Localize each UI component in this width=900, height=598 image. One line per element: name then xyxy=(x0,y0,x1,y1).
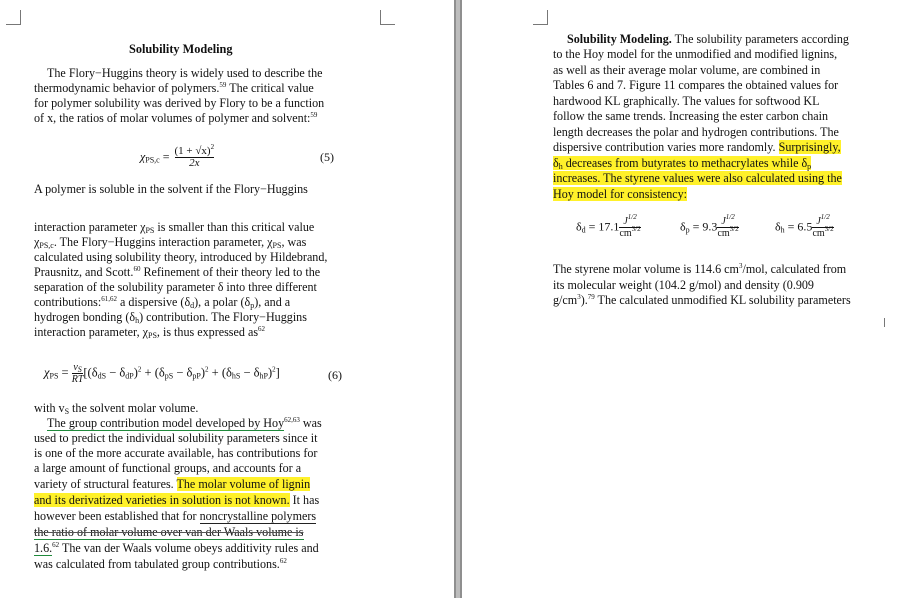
text-line: length decreases the polar and hydrogen contributions. The xyxy=(553,125,839,139)
text-line: was calculated from tabulated group contributions.$^{62}$ xyxy=(34,557,287,571)
text-line: calculated using solubility theory, introduced by Hildebrand, xyxy=(34,250,328,264)
text-line: Tables 6 and 7. Figure 11 compares the obtained values for xyxy=(553,78,839,92)
text-line: the ratio of molar volume over van der Waals volume is xyxy=(34,525,304,539)
equation-6: $\chi_{PS}$ = $\frac{v_S}{RT}$ $[(\delta_{dS} - \delta_{dP})^2 + (\delta_{pS} - \delta_{pP})^2 + (\delta_{hS} - \delta_{hP})^2]$ xyxy=(44,362,280,385)
text-line: $g/cm^3).^{79}$ The calculated unmodified KL solubility parameters xyxy=(553,293,851,307)
text-line: follow the same trends. Increasing the ester carbon chain xyxy=(553,109,829,123)
text-line: The group contribution model developed by Hoy$^{62,63}$ was xyxy=(47,416,322,430)
text-line: Hoy model for consistency: xyxy=(553,187,688,201)
text-line: used to predict the individual solubility parameters since it xyxy=(34,431,318,445)
text-line: The styrene molar volume is 114.6 $cm^3$/mol, calculated from xyxy=(553,262,847,276)
text-line: contributions:$^{61,62}$ a dispersive $(\delta_d)$, a polar $(\delta_p)$, and a xyxy=(34,295,291,310)
equation-5: $\chi_{PS,c}$ = $\frac{(1 + √x)^2}{2x}$ xyxy=(140,143,215,169)
text-line: for polymer solubility was derived by Flory to be a function xyxy=(34,96,325,110)
text-line: of x, the ratios of molar volumes of polymer and solvent:$^{59}$ xyxy=(34,111,318,125)
text-line: as well as their average molar volume, are combined in xyxy=(553,63,821,77)
page-corner-mark xyxy=(6,10,21,25)
page-gutter xyxy=(454,0,462,598)
text-line: Solubility Modeling. The solubility parameters according xyxy=(567,32,849,46)
text-line: A polymer is soluble in the solvent if the Flory−Huggins xyxy=(34,182,308,196)
text-line: increases. The styrene values were also calculated using the xyxy=(553,171,842,185)
page-corner-mark xyxy=(380,10,395,25)
equation-delta-h: $\delta_h = 6.5$ $\frac{J^{1/2}}{cm^{3/2}}$ xyxy=(775,213,834,239)
gutter-bar xyxy=(456,0,460,598)
text-line: however been established that for noncrystalline polymers xyxy=(34,509,317,523)
equation-number: (6) xyxy=(328,368,342,382)
text-line: interaction parameter, $\chi_{PS}$, is thus expressed $as^{62}$ xyxy=(34,325,266,340)
page-corner-mark xyxy=(533,10,548,25)
text-line: interaction parameter $\chi_{PS}$ is smaller than this critical value xyxy=(34,220,315,235)
text-line: its molecular weight (104.2 g/mol) and density (0.909 xyxy=(553,278,814,292)
text-line: $\chi_{PS,c}$. The Flory−Huggins interaction parameter, $\chi_{PS}$, was xyxy=(34,235,307,250)
equation-delta-d: $\delta_d = 17.1$ $\frac{J^{1/2}}{cm^{3/2}}$ xyxy=(576,213,641,239)
text-line: thermodynamic behavior of polymers.$^{59}$ The critical value xyxy=(34,81,314,95)
text-line: 1.6.62 The van der Waals volume obeys additivity rules and xyxy=(34,541,319,555)
text-line: hydrogen bonding $(\delta_h)$ contribution. The Flory−Huggins xyxy=(34,310,307,325)
text-line: dispersive contribution varies more randomly. Surprisingly, xyxy=(553,140,841,154)
text-line: hardwood KL graphically. The values for softwood KL xyxy=(553,94,820,108)
text-line: to the Hoy model for the unmodified and modified lignins, xyxy=(553,47,838,61)
text-line: Prausnitz, and Scott.$^{60}$ Refinement of their theory led to the xyxy=(34,265,321,279)
text-line: is one of the more accurate available, has contributions for xyxy=(34,446,318,460)
text-line: The Flory−Huggins theory is widely used to describe the xyxy=(47,66,323,80)
section-heading: Solubility Modeling xyxy=(129,42,233,56)
text-line: $\delta_h$ decreases from butyrates to methacrylates while $\delta_p$ xyxy=(553,156,812,171)
text-line: separation of the solubility parameter δ into three different xyxy=(34,280,317,294)
text-line: with $v_S$ the solvent molar volume. xyxy=(34,401,199,416)
text-line: and its derivatized varieties in solution is not known. It has xyxy=(34,493,320,507)
equation-delta-p: $\delta_p = 9.3$ $\frac{J^{1/2}}{cm^{3/2}}$ xyxy=(680,213,739,239)
text-line: variety of structural features. The molar volume of lignin xyxy=(34,477,311,491)
text-line: a large amount of functional groups, and accounts for a xyxy=(34,461,302,475)
equation-number: (5) xyxy=(320,150,334,164)
text-cursor xyxy=(884,318,885,327)
